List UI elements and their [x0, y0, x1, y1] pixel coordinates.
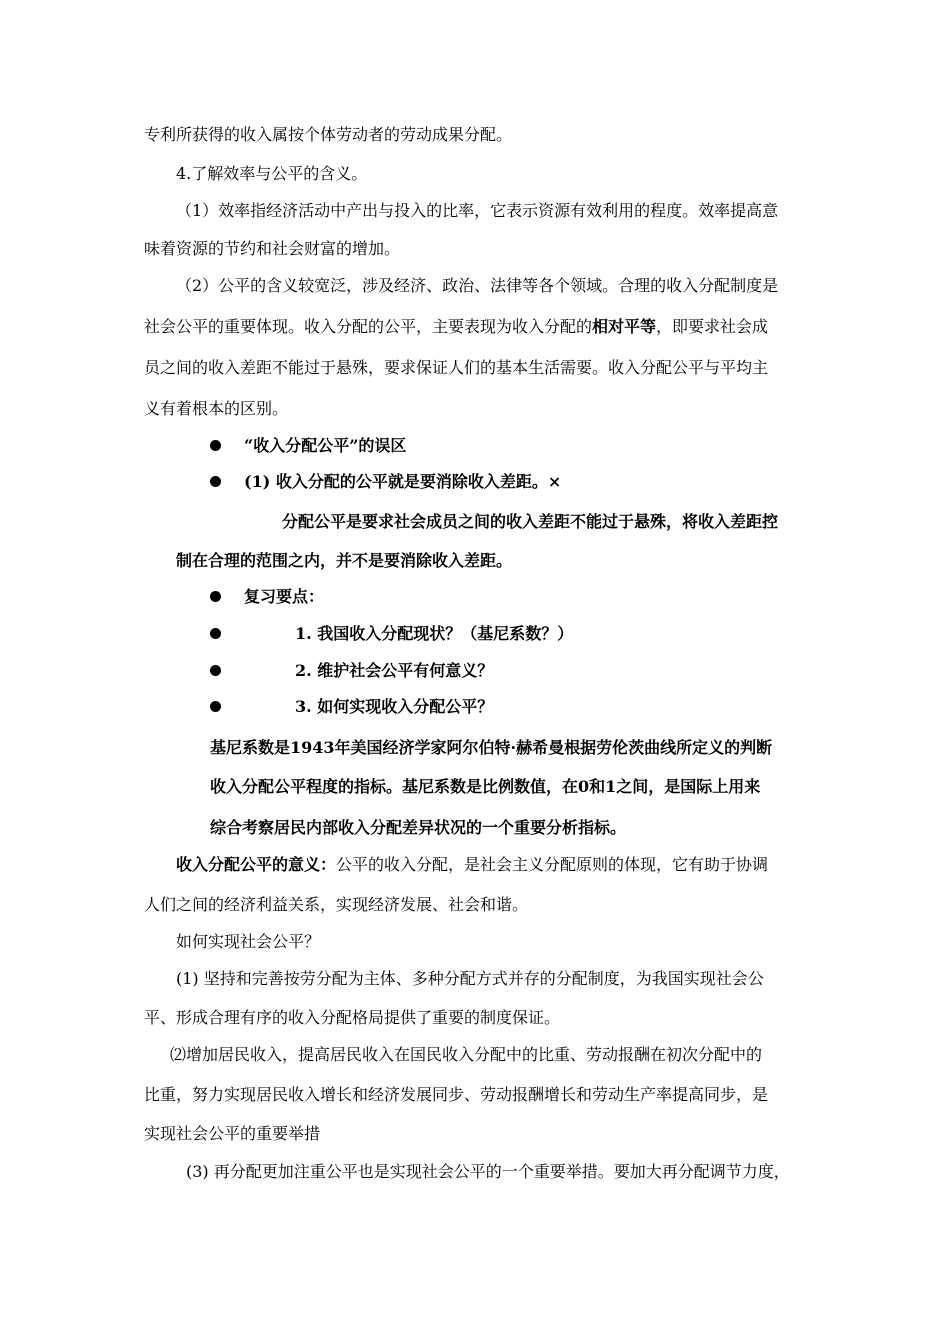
paragraph-line: [0, 1003, 950, 1033]
bullet-item: [0, 692, 950, 722]
text: 员之间的收入差距不能过于悬殊，要求保证人们的基本生活需要。收入分配公平与平均主: [144, 358, 769, 377]
bullet-item: [0, 582, 950, 612]
text: 义有着根本的区别。: [144, 399, 289, 418]
paragraph-line: [0, 1040, 950, 1070]
text: 公平的收入分配，是社会主义分配原则的体现，它有助于协调: [336, 855, 769, 874]
bullet-dot-icon: [210, 701, 221, 712]
explanation-line: [0, 546, 950, 576]
paragraph-line: [0, 196, 950, 226]
bullet-text: “收入分配公平”的误区: [244, 436, 407, 455]
text: 专利所获得的收入属按个体劳动者的劳动成果分配。: [144, 125, 513, 144]
bullet-item: [0, 656, 950, 686]
section-heading: [0, 927, 950, 957]
text: 实现社会公平的重要举措: [144, 1124, 321, 1143]
text: ⑵增加居民收入，提高居民收入在国民收入分配中的比重、劳动报酬在初次分配中的: [170, 1045, 763, 1064]
paragraph-line: [0, 850, 950, 880]
paragraph-line: [0, 234, 950, 264]
text: 制在合理的范围之内，并不是要消除收入差距。: [176, 551, 513, 570]
bullet-dot-icon: [210, 628, 221, 639]
heading-text: 如何实现社会公平？: [176, 932, 321, 951]
paragraph-line: [0, 1157, 950, 1187]
text-line: [144, 312, 768, 342]
text: 比重，努力实现居民收入增长和经济发展同步、劳动报酬增长和劳动生产率提高同步，是: [144, 1085, 769, 1104]
text: (3) 再分配更加注重公平也是实现社会公平的一个重要举措。要加大再分配调节力度，: [186, 1162, 790, 1181]
text: ，即要求社会成: [656, 317, 769, 336]
text-line: [176, 850, 768, 880]
text: （1）效率指经济活动中产出与投入的比率，它表示资源有效利用的程度。效率提高意: [176, 201, 779, 220]
bullet-item: [0, 467, 950, 497]
paragraph-line: [0, 394, 950, 424]
text: 平、形成合理有序的收入分配格局提供了重要的制度保证。: [144, 1008, 561, 1027]
paragraph-line: [0, 964, 950, 994]
gini-definition-line: [0, 772, 950, 802]
emphasis-text: 相对平等: [592, 317, 657, 336]
section-heading: [0, 159, 950, 189]
paragraph-line: [0, 353, 950, 383]
paragraph-line: [0, 312, 950, 342]
text: （2）公平的含义较宽泛，涉及经济、政治、法律等各个领域。合理的收入分配制度是: [176, 276, 779, 295]
gini-definition-line: [0, 813, 950, 843]
explanation-line: [0, 507, 950, 537]
bullet-dot-icon: [210, 665, 221, 676]
bullet-text: 2. 维护社会公平有何意义？: [295, 661, 494, 680]
text: 味着资源的节约和社会财富的增加。: [144, 239, 401, 258]
text: 分配公平是要求社会成员之间的收入差距不能过于悬殊，将收入差距控: [282, 512, 779, 531]
text: (1) 坚持和完善按劳分配为主体、多种分配方式并存的分配制度，为我国实现社会公: [176, 969, 764, 988]
significance-label: 收入分配公平的意义：: [176, 855, 337, 874]
paragraph-line: [0, 1119, 950, 1149]
bullet-text: (1) 收入分配的公平就是要消除收入差距。×: [244, 472, 562, 491]
heading-text: 4.了解效率与公平的含义。: [176, 164, 368, 183]
bullet-dot-icon: [210, 591, 221, 602]
bullet-text: 复习要点：: [244, 587, 325, 606]
text: 基尼系数是1943年美国经济学家阿尔伯特·赫希曼根据劳伦茨曲线所定义的判断: [210, 738, 773, 757]
paragraph-line: [0, 271, 950, 301]
bullet-dot-icon: [210, 476, 221, 487]
bullet-text: 1. 我国收入分配现状？（基尼系数？）: [295, 624, 574, 643]
paragraph-line: [0, 120, 950, 150]
bullet-dot-icon: [210, 440, 221, 451]
text: 社会公平的重要体现。收入分配的公平，主要表现为收入分配的: [144, 317, 593, 336]
bullet-item: [0, 431, 950, 461]
text: 人们之间的经济利益关系，实现经济发展、社会和谐。: [144, 895, 529, 914]
bullet-text: 3. 如何实现收入分配公平？: [295, 697, 494, 716]
bullet-item: [0, 619, 950, 649]
gini-definition-line: [0, 733, 950, 763]
paragraph-line: [0, 890, 950, 920]
text: 综合考察居民内部收入分配差异状况的一个重要分析指标。: [210, 818, 627, 837]
paragraph-line: [0, 1080, 950, 1110]
text: 收入分配公平程度的指标。基尼系数是比例数值，在0和1之间，是国际上用来: [210, 777, 761, 796]
